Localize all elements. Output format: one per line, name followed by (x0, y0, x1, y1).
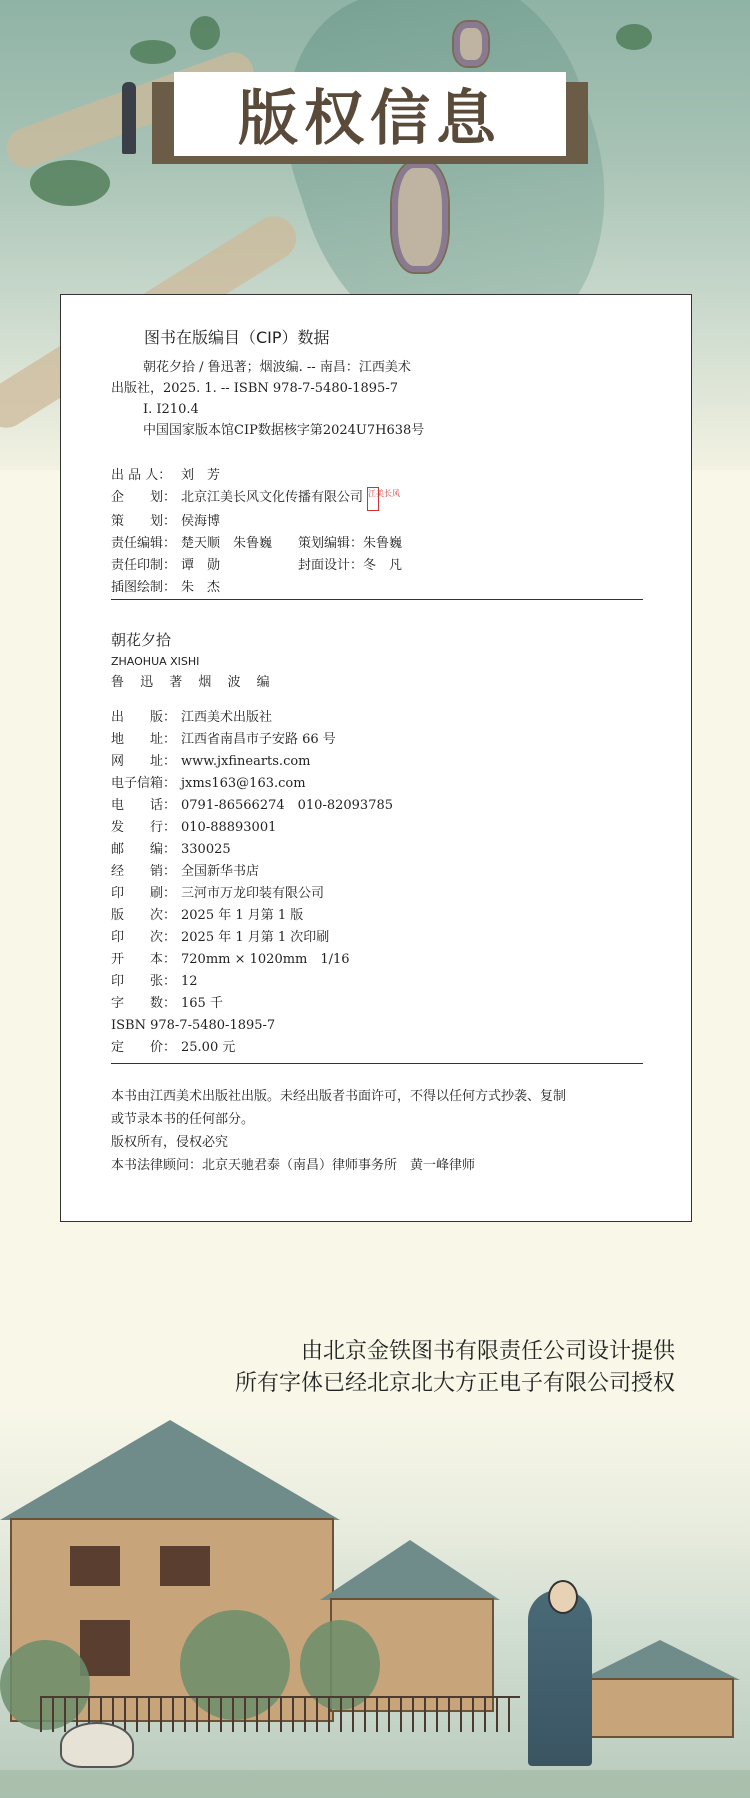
detail-value: 720mm × 1020mm 1/16 (181, 952, 350, 967)
detail-value: 三河市万龙印装有限公司 (181, 886, 325, 901)
figure-head (548, 1580, 578, 1614)
detail-key: 邮 编： (111, 842, 177, 857)
detail-value: www.jxfinearts.com (181, 754, 311, 769)
detail-row (111, 1037, 393, 1059)
detail-key: 网 址： (111, 754, 177, 769)
credit-value: 刘 芳 (181, 468, 221, 483)
detail-row (111, 751, 393, 773)
detail-value: ISBN 978-7-5480-1895-7 (111, 1018, 276, 1033)
cip-line: Ⅰ. I210.4 (143, 402, 199, 417)
credit-key: 责任印制： (111, 558, 177, 573)
detail-row (111, 861, 393, 883)
ground (0, 1770, 750, 1798)
tree (130, 40, 176, 64)
copyright-card (60, 294, 692, 1222)
house-window (160, 1546, 210, 1586)
detail-row (111, 883, 393, 905)
detail-key: 印 张： (111, 974, 177, 989)
house (590, 1678, 734, 1738)
credit-value: 侯海博 (181, 514, 221, 529)
detail-key: 地 址： (111, 732, 177, 747)
house-roof (320, 1540, 500, 1600)
book-author: 鲁 迅 著 烟 波 编 (111, 675, 276, 690)
cip-line: 出版社，2025. 1. -- ISBN 978-7-5480-1895-7 (111, 381, 398, 396)
boat (452, 20, 490, 68)
copyright-notice (111, 1085, 651, 1177)
divider (111, 599, 643, 600)
credit-value: 谭 勋 封面设计：冬 凡 (181, 558, 403, 573)
detail-row (111, 795, 393, 817)
notice-line: 本书由江西美术出版社出版。未经出版者书面许可，不得以任何方式抄袭、复制 (111, 1089, 567, 1104)
credit-row (111, 533, 402, 555)
page-title: 版权信息 (238, 84, 502, 154)
detail-key: 版 次： (111, 908, 177, 923)
detail-row (111, 773, 393, 795)
detail-value: 0791-86566274 010-82093785 (181, 798, 394, 813)
credits-list (111, 465, 402, 599)
credit-key: 责任编辑： (111, 536, 177, 551)
detail-value: 江西省南昌市子安路 66 号 (181, 732, 336, 747)
credit-key: 企 划： (111, 490, 177, 505)
detail-key: 发 行： (111, 820, 177, 835)
detail-row (111, 905, 393, 927)
credit-row (111, 487, 402, 511)
detail-value: 165 千 (181, 996, 223, 1011)
detail-row (111, 971, 393, 993)
detail-key: 电 话： (111, 798, 177, 813)
detail-row (111, 839, 393, 861)
design-credits (235, 1336, 675, 1400)
divider (111, 1063, 643, 1064)
tree (190, 16, 220, 50)
credit-key: 插图绘制： (111, 580, 177, 595)
detail-key: 开 本： (111, 952, 177, 967)
detail-row (111, 707, 393, 729)
credit-row (111, 511, 402, 533)
book-pinyin: ZHAOHUA XISHI (111, 655, 200, 668)
detail-row (111, 949, 393, 971)
house-window (80, 1620, 130, 1676)
detail-row (111, 729, 393, 751)
detail-row (111, 817, 393, 839)
design-credit-line: 由北京金铁图书有限责任公司设计提供 (300, 1339, 675, 1364)
detail-row (111, 993, 393, 1015)
detail-key: 电子信箱： (111, 776, 177, 791)
notice-line: 或节录本书的任何部分。 (111, 1112, 255, 1127)
cip-line: 中国国家版本馆CIP数据核字第2024U7H638号 (143, 423, 425, 438)
detail-key: 经 销： (111, 864, 177, 879)
detail-value: 全国新华书店 (181, 864, 260, 879)
standing-figure (528, 1590, 592, 1766)
book-title: 朝花夕拾 (111, 631, 172, 649)
detail-value: 2025 年 1 月第 1 次印刷 (181, 930, 330, 945)
boat (390, 160, 450, 274)
detail-value: 江西美术出版社 (181, 710, 273, 725)
font-credit-line: 所有字体已经北京北大方正电子有限公司授权 (234, 1371, 675, 1396)
credit-value: 朱 杰 (181, 580, 221, 595)
notice-line: 本书法律顾问：北京天驰君泰（南昌）律师事务所 黄一峰律师 (111, 1158, 476, 1173)
cip-line: 朝花夕拾 / 鲁迅著；烟波编. -- 南昌：江西美术 (143, 360, 411, 375)
detail-value: 010-88893001 (181, 820, 277, 835)
credit-value: 北京江美长风文化传播有限公司 (181, 490, 364, 505)
credit-row (111, 465, 402, 487)
dog (60, 1722, 134, 1768)
detail-value: 2025 年 1 月第 1 版 (181, 908, 304, 923)
credit-key: 出 品 人： (111, 468, 172, 483)
detail-key: 出 版： (111, 710, 177, 725)
publisher-seal: 江美长风 (367, 487, 379, 511)
credit-value: 楚天顺 朱鲁巍 策划编辑：朱鲁巍 (181, 536, 403, 551)
detail-value: 12 (181, 974, 198, 989)
detail-row (111, 1015, 393, 1037)
publication-details (111, 707, 393, 1059)
banner-panel (174, 72, 566, 156)
person (122, 82, 136, 154)
detail-key: 字 数： (111, 996, 177, 1011)
house-roof (0, 1420, 340, 1520)
credit-row (111, 577, 402, 599)
detail-value: jxms163@163.com (181, 776, 306, 791)
detail-key: 定 价： (111, 1040, 177, 1055)
house-roof (580, 1640, 740, 1680)
tree (30, 160, 110, 206)
detail-key: 印 刷： (111, 886, 177, 901)
detail-value: 25.00 元 (181, 1040, 236, 1055)
title-banner (160, 72, 580, 164)
cip-data (111, 357, 631, 441)
credit-key: 策 划： (111, 514, 177, 529)
cip-title: 图书在版编目（CIP）数据 (144, 328, 330, 347)
detail-value: 330025 (181, 842, 231, 857)
credit-row (111, 555, 402, 577)
detail-key: 印 次： (111, 930, 177, 945)
notice-line: 版权所有，侵权必究 (111, 1135, 229, 1150)
house-window (70, 1546, 120, 1586)
detail-row (111, 927, 393, 949)
tree (616, 24, 652, 50)
